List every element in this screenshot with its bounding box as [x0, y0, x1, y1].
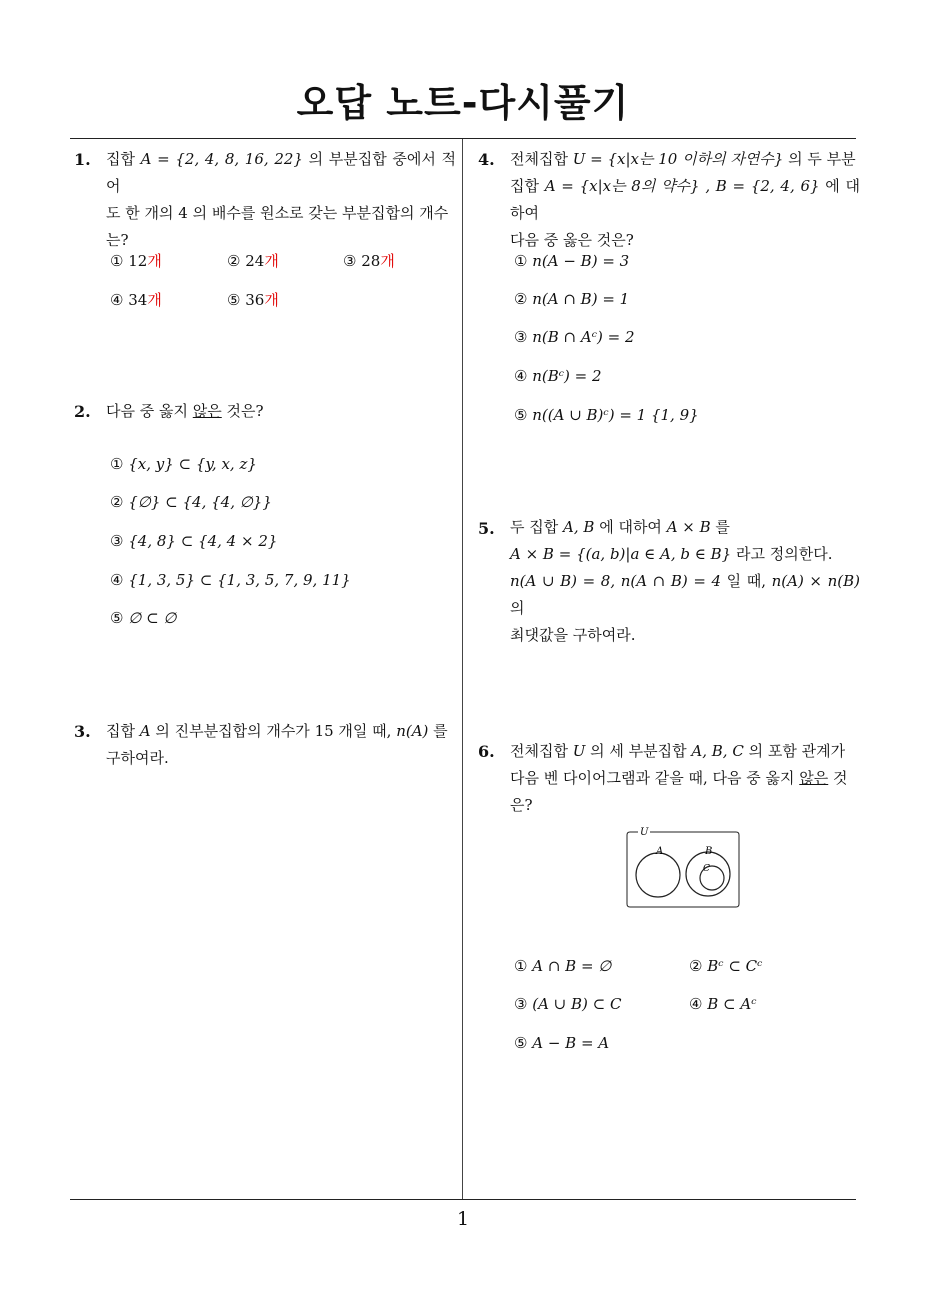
label-A: A [656, 846, 664, 857]
question-number: 1. [74, 150, 91, 169]
option-3[interactable]: ③ {4, 8} ⊂ {4, 4 × 2} [110, 532, 278, 550]
label-C: C [703, 864, 710, 874]
question-number: 6. [478, 742, 495, 761]
universal-set-box [627, 832, 739, 907]
question-text: 전체집합 U 의 세 부분집합 A, B, C 의 포함 관계가 다음 벤 다이어그램과 같을 때, 다음 중 옳지 않은 것 은? [510, 742, 848, 814]
question-text: 집합 A = {2, 4, 8, 16, 22} 의 부분집합 중에서 적어 도 한 개의 4 의 배수를 원소로 갖는 부분집합의 개수 는? [106, 150, 456, 249]
set-A-circle [636, 853, 680, 897]
option-2[interactable]: ② n(A ∩ B) = 1 [514, 290, 630, 308]
option-5[interactable]: ⑤ 36개 [227, 291, 279, 309]
option-1[interactable]: ① A ∩ B = ∅ [514, 957, 612, 975]
label-B: B [705, 846, 713, 857]
option-3[interactable]: ③ (A ∪ B) ⊂ C [514, 995, 622, 1013]
question-number: 4. [478, 150, 495, 169]
option-3[interactable]: ③ n(B ∩ Aᶜ) = 2 [514, 328, 635, 346]
page-title: 오답 노트-다시풀기 [296, 81, 630, 125]
page-number: 1 [456, 1208, 470, 1230]
label-U: U [640, 827, 649, 838]
option-4[interactable]: ④ B ⊂ Aᶜ [689, 995, 757, 1013]
question-text: 다음 중 옳지 않은 것은? [106, 402, 264, 420]
column-divider [462, 139, 463, 1200]
question-number: 5. [478, 519, 495, 538]
question-text: 집합 A 의 진부분집합의 개수가 15 개일 때, n(A) 를 구하여라. [106, 722, 448, 767]
option-5[interactable]: ⑤ n((A ∪ B)ᶜ) = 1 {1, 9} [514, 406, 699, 424]
option-2[interactable]: ② 24개 [227, 252, 279, 270]
option-5[interactable]: ⑤ A − B = A [514, 1034, 610, 1052]
option-4[interactable]: ④ 34개 [110, 291, 162, 309]
question-number: 3. [74, 722, 91, 741]
option-1[interactable]: ① {x, y} ⊂ {y, x, z} [110, 455, 257, 473]
question-number: 2. [74, 402, 91, 421]
option-2[interactable]: ② Bᶜ ⊂ Cᶜ [689, 957, 763, 975]
option-5[interactable]: ⑤ ∅ ⊂ ∅ [110, 609, 177, 627]
option-1[interactable]: ① n(A − B) = 3 [514, 252, 630, 270]
option-4[interactable]: ④ n(Bᶜ) = 2 [514, 367, 602, 385]
option-4[interactable]: ④ {1, 3, 5} ⊂ {1, 3, 5, 7, 9, 11} [110, 571, 351, 589]
venn-diagram [626, 826, 742, 910]
option-3[interactable]: ③ 28개 [343, 252, 395, 270]
question-text: 전체집합 U = {x|x는 10 이하의 자연수} 의 두 부분 집합 A = {x|x는 8의 약수} , B = {2, 4, 6} 에 대하여 다음 중 옳은 것은? [510, 150, 860, 249]
option-2[interactable]: ② {∅} ⊂ {4, {4, ∅}} [110, 493, 272, 511]
footer-rule [70, 1199, 856, 1200]
option-1[interactable]: ① 12개 [110, 252, 162, 270]
header-rule [70, 138, 856, 139]
question-text: 두 집합 A, B 에 대하여 A × B 를 A × B = {(a, b)|a ∈ A, b ∈ B} 라고 정의한다. n(A ∪ B) = 8, n(A ∩ B) = 4 일 때, n(A) × n(B) 의 최댓값을 구하여라. [510, 518, 860, 644]
